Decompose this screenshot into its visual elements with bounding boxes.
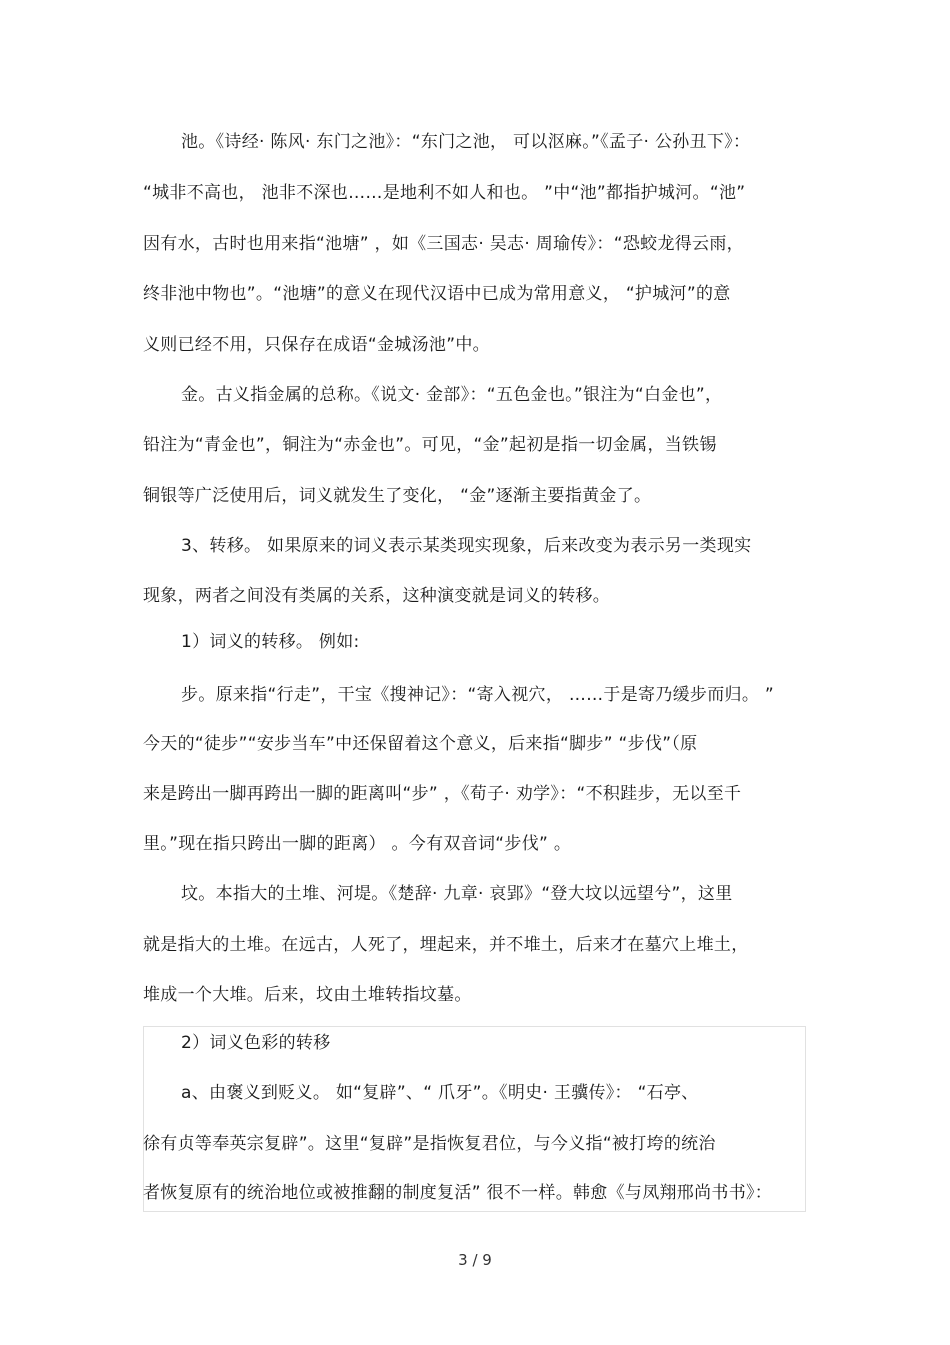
text-line: 终非池中物也”。“池塘”的意义在现代汉语中已成为常用意义， “护城河”的意 [143, 284, 731, 304]
text-line: 堆成一个大堆。后来，坟由土堆转指坟墓。 [143, 985, 472, 1005]
text-line: 铅注为“青金也”，铜注为“赤金也”。可见，“金”起初是指一切金属，当铁锡 [143, 435, 717, 455]
text-line: 义则已经不用，只保存在成语“金城汤池”中。 [143, 335, 490, 355]
text-line: 金。古义指金属的总称。《说文· 金部》：“五色金也。”银注为“白金也”， [181, 385, 723, 405]
text-line: 里。”现在指只跨出一脚的距离） 。今有双音词“步伐” 。 [143, 834, 572, 854]
text-line: 今天的“徒步”“安步当车”中还保留着这个意义，后来指“脚步” “步伐”（原 [143, 734, 698, 754]
text-line: 步。原来指“行走”，干宝《搜神记》：“寄入视穴， ……于是寄乃缓步而归。 ” [181, 685, 774, 705]
text-line: 徐有贞等奉英宗复辟”。这里“复辟”是指恢复君位，与今义指“被打垮的统治 [143, 1134, 716, 1154]
page-number: 3 / 9 [458, 1251, 492, 1269]
text-line: 现象，两者之间没有类属的关系，这种演变就是词义的转移。 [143, 586, 611, 606]
text-line: 池。《诗经· 陈风· 东门之池》：“东门之池， 可以沤麻。”《孟子· 公孙丑下》： [181, 132, 751, 152]
text-line: 就是指大的土堆。在远古，人死了，埋起来，并不堆土，后来才在墓穴上堆土， [143, 935, 749, 955]
text-line: “城非不高也， 池非不深也……是地利不如人和也。 ”中“池”都指护城河。“池” [143, 183, 746, 203]
text-line: 2）词义色彩的转移 [181, 1033, 331, 1053]
text-line: 铜银等广泛使用后，词义就发生了变化， “金”逐渐主要指黄金了。 [143, 486, 652, 506]
text-line: 来是跨出一脚再跨出一脚的距离叫“步” ，《荀子· 劝学》：“不积跬步，无以至千 [143, 784, 742, 804]
text-line: 坟。本指大的土堆、河堤。《楚辞· 九章· 哀郢》“登大坟以远望兮”，这里 [181, 884, 733, 904]
text-line: 因有水，古时也用来指“池塘” ，如《三国志· 吴志· 周瑜传》：“恐蛟龙得云雨， [143, 234, 744, 254]
text-line: 者恢复原有的统治地位或被推翻的制度复活” 很不一样。韩愈《与凤翔邢尚书书》： [143, 1183, 773, 1203]
text-line: 3、转移。 如果原来的词义表示某类现实现象，后来改变为表示另一类现实 [181, 536, 752, 556]
text-line: a、由褒义到贬义。 如“复辟”、“ 爪牙”。《明史· 王骥传》： “石亭、 [181, 1083, 699, 1103]
text-line: 1）词义的转移。 例如: [181, 632, 360, 652]
